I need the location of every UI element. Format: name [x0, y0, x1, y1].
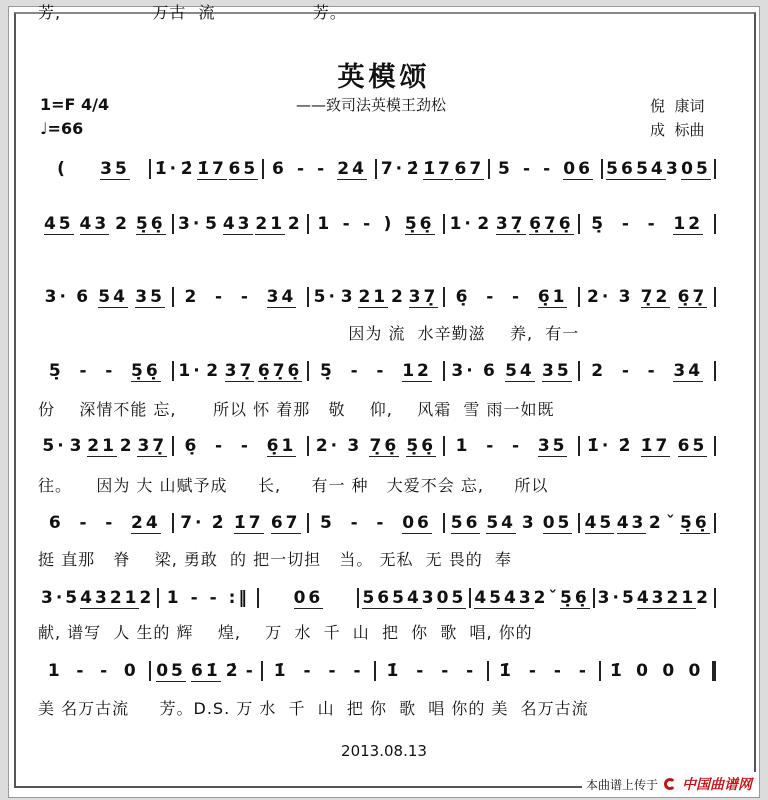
notation-line — [38, 156, 716, 182]
bar-line — [712, 661, 716, 681]
notation-line — [38, 211, 716, 237]
note-group: - — [486, 286, 497, 307]
note-group: - — [621, 360, 632, 381]
measure — [445, 513, 579, 534]
note-group: 5 — [621, 587, 637, 608]
note-group: 54 — [505, 360, 535, 381]
measure — [38, 287, 172, 308]
notation-line — [38, 658, 716, 684]
note-group: 2 — [115, 213, 130, 234]
lyrics-line: 美 名万古流 芳。D.S. 万 水 千 山 把 你 歌 唱 你的 美 名万古流 — [38, 699, 589, 718]
note-group: 5̣6̣ — [131, 360, 161, 381]
note-group: ˇ — [666, 512, 678, 533]
note-group: 37̣ — [137, 435, 168, 456]
note-group: 21 — [666, 587, 697, 608]
note-group: - — [416, 661, 427, 681]
note-group: 61̇ — [190, 660, 221, 681]
note-group: 21 — [255, 213, 286, 234]
note-group: 2 — [390, 286, 406, 307]
measure — [38, 159, 149, 180]
measure — [174, 214, 308, 235]
note-group: 3· — [44, 286, 69, 307]
note-group: 65 — [228, 158, 259, 179]
measure — [38, 661, 149, 681]
measure — [377, 159, 488, 180]
note-group: 7̣6̣ — [369, 435, 400, 456]
note-group: 06 — [402, 512, 432, 533]
notation-line — [38, 358, 716, 384]
note-group: - — [317, 158, 328, 179]
measure — [445, 214, 579, 235]
note-group: - — [512, 286, 523, 307]
note-group: 35 — [542, 360, 572, 381]
note-group: 5̣6̣ — [406, 435, 437, 456]
measure — [580, 513, 714, 534]
bar-line — [714, 159, 716, 179]
note-group: 5· — [42, 435, 67, 456]
note-group: 56 — [450, 512, 481, 533]
note-group: - — [528, 661, 539, 681]
note-group: - — [190, 588, 201, 608]
note-group: - — [621, 213, 632, 234]
note-group: 2 — [591, 360, 607, 381]
measure — [259, 588, 357, 609]
measure — [159, 588, 257, 608]
note-group: - — [342, 213, 353, 234]
measure — [174, 436, 308, 457]
note-group: 43 — [503, 587, 534, 608]
measure — [38, 436, 172, 457]
measure — [309, 214, 443, 235]
site-name: 中国曲谱网 — [682, 777, 752, 793]
note-group: 3· — [597, 587, 622, 608]
note-group: 65 — [677, 435, 708, 456]
note-group: 5 — [205, 213, 220, 234]
measure — [38, 361, 172, 382]
note-group: - — [441, 661, 452, 681]
site-logo-icon — [664, 778, 676, 790]
note-group: - — [578, 661, 589, 681]
note-group: 1̇ — [499, 661, 514, 681]
score-subtitle: ——致司法英模王劲松 — [296, 96, 447, 114]
note-group: 5̣6̣ — [404, 213, 435, 234]
note-group: 0 — [123, 661, 139, 681]
note-group: - — [215, 286, 226, 307]
note-group: 43 — [79, 213, 110, 234]
note-group: 1̇· — [587, 435, 612, 456]
lyrics-line: 因为 流 水辛勤滋 养, 有一 — [38, 324, 580, 343]
note-group: :‖ — [228, 588, 250, 608]
note-group: 2 — [648, 512, 664, 533]
note-group: 1̇ — [610, 661, 625, 681]
note-group: 6̣ — [455, 286, 471, 307]
note-group: 3 — [618, 286, 634, 307]
score-title: 英模颂 — [337, 62, 431, 93]
note-group: 35 — [537, 435, 568, 456]
note-group: 3 — [666, 158, 681, 179]
note-group: 3 — [521, 512, 537, 533]
score-date: 2013.08.13 — [341, 742, 427, 760]
note-group: 2̇ — [225, 660, 241, 681]
note-group: - — [512, 435, 523, 456]
note-group: 43 — [616, 512, 647, 533]
note-group: 1̇· — [154, 158, 180, 179]
note-group: 6̣7̣6̣ — [257, 360, 303, 381]
measure — [376, 661, 487, 681]
note-group: 7· — [180, 512, 205, 533]
notation-line — [38, 284, 716, 310]
measure — [445, 287, 579, 308]
note-group: 54 — [392, 587, 422, 608]
notation-line — [38, 510, 716, 536]
note-group: - — [486, 435, 497, 456]
note-group: 1 — [47, 661, 63, 681]
note-group: 1· — [449, 213, 474, 234]
note-group: 45 — [584, 512, 615, 533]
lyrics-line: 挺 直那 脊 梁, 勇敢 的 把一切担 当。 无私 无 畏的 奉 — [38, 550, 512, 569]
note-group: 34 — [673, 360, 704, 381]
note-group: - — [353, 661, 364, 681]
note-group: 2 — [184, 286, 200, 307]
bar-line — [714, 361, 716, 381]
measure — [151, 661, 262, 682]
measure — [38, 588, 157, 609]
note-group: 5 — [320, 512, 335, 533]
note-group: 1 — [166, 588, 182, 608]
measure — [263, 661, 374, 681]
note-group: 24 — [337, 158, 367, 179]
measure — [580, 214, 714, 235]
note-group: - — [647, 360, 658, 381]
note-group: 6 — [76, 286, 92, 307]
note-group: 6̣1 — [266, 435, 297, 456]
note-group: - — [553, 661, 564, 681]
note-group: 2 — [287, 213, 303, 234]
note-group: 56 — [606, 158, 636, 179]
note-group: 0 — [662, 661, 678, 681]
measure — [580, 436, 714, 457]
measure — [580, 287, 714, 308]
note-group: - — [303, 661, 314, 681]
note-group: - — [376, 512, 387, 533]
note-group: - — [328, 661, 339, 681]
measure — [359, 588, 469, 609]
note-group: 6̣7̣ — [677, 286, 708, 307]
note-group: 06 — [293, 587, 324, 608]
note-group: 5̣ — [591, 213, 607, 234]
note-group: 5 — [65, 587, 81, 608]
note-group: 43 — [80, 587, 110, 608]
note-group: - — [543, 158, 554, 179]
note-group: 0 — [636, 661, 652, 681]
note-group: 0 — [688, 661, 704, 681]
note-group: - — [215, 435, 226, 456]
measure — [38, 214, 172, 235]
note-group: 2 — [206, 360, 222, 381]
note-group: - — [79, 360, 90, 381]
note-group: 2 — [119, 435, 135, 456]
note-group: - — [350, 360, 361, 381]
note-group: 2̇ — [211, 512, 227, 533]
note-group: 37̣ — [495, 213, 526, 234]
note-group: 3 — [421, 587, 437, 608]
upload-watermark — [582, 772, 756, 796]
note-group: 1̇7 — [640, 435, 671, 456]
key-signature: 1=F 4/4 — [40, 95, 110, 114]
note-group: 05 — [156, 660, 186, 681]
note-group: 2 — [139, 587, 155, 608]
note-group: 2 — [533, 587, 549, 608]
note-group: 43 — [222, 213, 253, 234]
note-group: 5̣ — [320, 360, 335, 381]
upload-text: 本曲谱上传于 — [585, 777, 658, 792]
note-group: 3 — [340, 286, 356, 307]
note-group: 1̇7 — [233, 512, 264, 533]
note-group: 1 — [317, 213, 333, 234]
note-group: - — [647, 213, 658, 234]
tempo-marking: ♩=66 — [40, 119, 84, 138]
note-group: 1̇ — [273, 661, 289, 681]
note-group: 2· — [587, 286, 612, 307]
note-group: 54 — [98, 286, 128, 307]
notation-line — [38, 585, 716, 611]
measure — [445, 361, 579, 382]
note-group: 24 — [131, 512, 161, 533]
note-group: 05 — [542, 512, 573, 533]
note-group: - — [522, 158, 534, 179]
note-group: ( — [57, 158, 68, 179]
note-group: 37̣ — [408, 286, 439, 307]
note-group: 3· — [41, 587, 66, 608]
note-group: - — [466, 661, 477, 681]
note-group: 2̇ — [406, 158, 422, 179]
note-group: - — [76, 661, 87, 681]
note-group: 3 — [69, 435, 85, 456]
note-group: 2 — [696, 587, 711, 608]
note-group: 2· — [315, 435, 341, 456]
note-group: - — [363, 213, 374, 234]
note-group: 5̣6̣ — [680, 512, 710, 533]
note-group: ˇ — [548, 587, 560, 608]
note-group: 2̇ — [618, 435, 634, 456]
measure — [309, 513, 443, 534]
lyrics-line: 份 深情不能 忘, 所以 怀 着那 敬 仰, 风霜 雪 雨一如既 — [38, 400, 555, 419]
note-group: 05 — [681, 158, 711, 179]
measure — [309, 436, 443, 457]
note-group: 05 — [436, 587, 467, 608]
note-group: 37̣ — [224, 360, 255, 381]
note-group: 45 — [43, 213, 74, 234]
bar-line — [714, 436, 716, 456]
note-group: 56 — [362, 587, 393, 608]
bar-line — [714, 513, 716, 533]
note-group: - — [240, 435, 251, 456]
measure — [471, 588, 592, 609]
note-group: - — [296, 158, 308, 179]
note-group: 6̣7̣6̣ — [529, 213, 574, 234]
note-group: - — [209, 588, 220, 608]
note-group: - — [100, 661, 111, 681]
lyrics-line: 献, 谱写 人 生的 辉 煌, 万 水 千 山 把 你 歌 唱, 你的 — [38, 623, 533, 642]
note-group: 06 — [563, 158, 593, 179]
notation-line — [38, 433, 716, 459]
note-group: - — [105, 512, 116, 533]
measure — [174, 287, 308, 308]
note-group: 1 — [455, 435, 471, 456]
note-group: 12 — [673, 213, 704, 234]
measure — [151, 159, 262, 180]
measure — [595, 588, 714, 609]
note-group: 2 — [477, 213, 493, 234]
note-group: - — [350, 512, 361, 533]
measure — [490, 159, 601, 180]
note-group: 67 — [270, 512, 301, 533]
lyrics-line: 芳, 万古 流 芳。 — [38, 3, 347, 22]
note-group: 3 — [347, 435, 363, 456]
measure — [489, 661, 600, 681]
measure — [309, 287, 443, 308]
lyricist-credit: 倪 康词 — [650, 97, 705, 115]
note-group: - — [245, 660, 256, 681]
note-group: ) — [383, 213, 395, 234]
measure — [38, 513, 172, 534]
measure — [445, 436, 579, 457]
note-group: 21 — [358, 286, 389, 307]
bar-line — [714, 214, 716, 234]
note-group: 2̇ — [180, 158, 196, 179]
bar-line — [714, 287, 716, 307]
note-group: 6 — [482, 360, 498, 381]
note-group: 6 — [48, 512, 64, 533]
note-group: - — [79, 512, 90, 533]
note-group: - — [240, 286, 251, 307]
note-group: 6 — [272, 158, 287, 179]
note-group: 35 — [100, 158, 130, 179]
note-group: 7· — [380, 158, 406, 179]
measure — [603, 159, 714, 180]
bar-line — [714, 588, 716, 608]
measure — [601, 661, 712, 681]
note-group: 54 — [636, 158, 666, 179]
note-group: 1̇ — [386, 661, 402, 681]
note-group: 5 — [498, 158, 513, 179]
note-group: 5· — [313, 286, 338, 307]
note-group: 35 — [135, 286, 165, 307]
note-group: - — [105, 360, 116, 381]
note-group: 21 — [87, 435, 117, 456]
note-group: 5̣6̣ — [135, 213, 166, 234]
note-group: 1̇7 — [197, 158, 227, 179]
measure — [264, 159, 375, 180]
note-group: 21 — [109, 587, 140, 608]
note-group: - — [376, 360, 387, 381]
measure — [174, 361, 308, 382]
note-group: 45 — [474, 587, 504, 608]
note-group: 5̣6̣ — [560, 587, 590, 608]
note-group: 1· — [178, 360, 203, 381]
measure — [309, 361, 443, 382]
note-group: 6̣ — [184, 435, 200, 456]
lyrics-line: 往。 因为 大 山赋予成 长, 有一 种 大爱不会 忘, 所以 — [38, 476, 549, 495]
measure — [174, 513, 308, 534]
note-group: 5̣ — [48, 360, 64, 381]
note-group: 6̣1 — [537, 286, 568, 307]
note-group: 54 — [486, 512, 516, 533]
note-group: 34 — [266, 286, 297, 307]
note-group: 43 — [636, 587, 667, 608]
note-group: 67 — [454, 158, 485, 179]
note-group: 7̣2 — [640, 286, 671, 307]
composer-credit: 成 标曲 — [650, 121, 705, 139]
note-group: 1̇7 — [423, 158, 453, 179]
note-group: 12 — [402, 360, 432, 381]
measure — [580, 361, 714, 382]
note-group: 3· — [451, 360, 476, 381]
note-group: 3· — [178, 213, 203, 234]
